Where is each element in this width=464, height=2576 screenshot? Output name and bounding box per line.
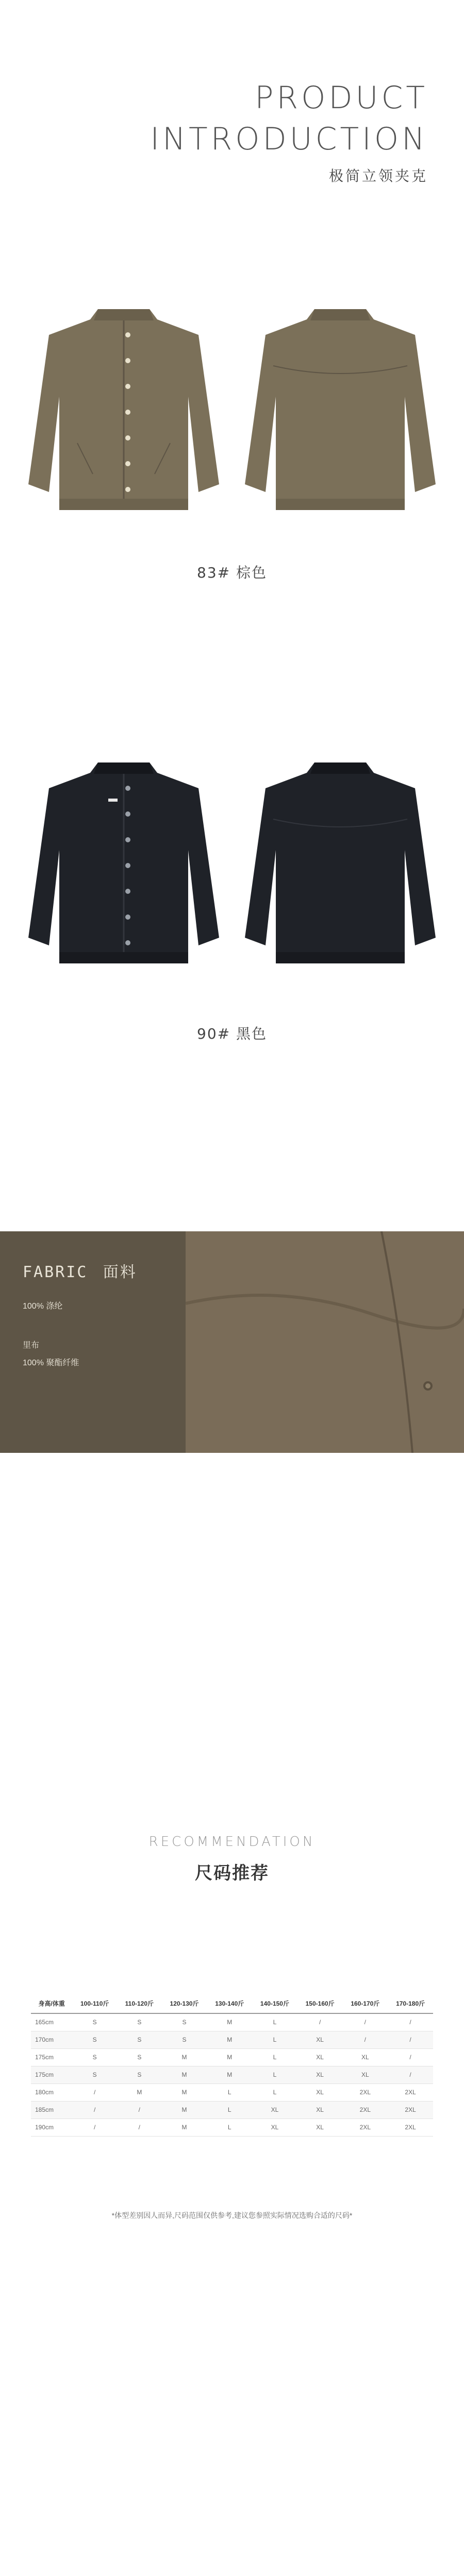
fabric-shell: 100% 涤纶: [23, 1302, 63, 1311]
size-table-cell: M: [207, 2048, 252, 2066]
size-table-cell: 2XL: [343, 2119, 388, 2136]
size-table-height-cell: 190cm: [31, 2119, 72, 2136]
size-table-cell: M: [207, 2031, 252, 2048]
size-table-cell: M: [207, 2013, 252, 2031]
size-table-cell: /: [343, 2031, 388, 2048]
table-row: [31, 2013, 433, 2031]
size-table-cell: XL: [252, 2101, 297, 2119]
size-table-cell: 2XL: [388, 2083, 433, 2101]
size-table-body: [31, 2013, 433, 2136]
size-table-cell: L: [207, 2083, 252, 2101]
table-row: [31, 2048, 433, 2066]
size-table-height-cell: 175cm: [31, 2048, 72, 2066]
size-table-header-row: [31, 1994, 433, 2013]
size-table-cell: L: [252, 2066, 297, 2083]
size-table-cell: S: [72, 2066, 117, 2083]
size-table-cell: XL: [297, 2031, 343, 2048]
size-table-cell: /: [297, 2013, 343, 2031]
size-table-cell: M: [162, 2101, 207, 2119]
fabric-title-cn: 面料: [103, 1264, 137, 1281]
size-table-header: 170-180斤: [388, 1994, 433, 2013]
size-note: *体型差别因人而异,尺码范围仅供参考,建议您参照实际情况选购合适的尺码*: [111, 2211, 353, 2219]
size-table-cell: S: [117, 2048, 162, 2066]
size-table-height-cell: 165cm: [31, 2013, 72, 2031]
size-table-header: 160-170斤: [343, 1994, 388, 2013]
size-table-header: 120-130斤: [162, 1994, 207, 2013]
size-table-height-cell: 170cm: [31, 2031, 72, 2048]
size-table-cell: XL: [297, 2083, 343, 2101]
size-table-cell: S: [72, 2031, 117, 2048]
size-table-cell: XL: [297, 2048, 343, 2066]
size-table-cell: L: [207, 2119, 252, 2136]
size-table-cell: S: [162, 2031, 207, 2048]
size-table-cell: /: [117, 2119, 162, 2136]
size-table-height-cell: 185cm: [31, 2101, 72, 2119]
size-table-cell: L: [252, 2083, 297, 2101]
table-row: [31, 2031, 433, 2048]
size-table-cell: /: [388, 2066, 433, 2083]
fabric-lining: 100% 聚酯纤维: [23, 1359, 79, 1367]
size-table-header: 150-160斤: [297, 1994, 343, 2013]
size-table-cell: /: [388, 2013, 433, 2031]
size-table-cell: /: [343, 2013, 388, 2031]
size-table-cell: /: [72, 2083, 117, 2101]
recommendation-heading: [0, 1834, 464, 1884]
size-table-cell: S: [117, 2013, 162, 2031]
size-table-cell: XL: [297, 2119, 343, 2136]
size-table-cell: S: [72, 2048, 117, 2066]
size-table-cell: /: [117, 2101, 162, 2119]
size-table-header: 140-150斤: [252, 1994, 297, 2013]
size-table-cell: /: [72, 2119, 117, 2136]
size-table-cell: S: [72, 2013, 117, 2031]
size-table-cell: L: [252, 2031, 297, 2048]
size-table-cell: 2XL: [388, 2101, 433, 2119]
fabric-info-panel: [0, 1231, 186, 1453]
jacket-front-black-image[interactable]: [21, 742, 227, 989]
size-table-header: 130-140斤: [207, 1994, 252, 2013]
size-table-cell: XL: [252, 2119, 297, 2136]
jacket-back-black-image[interactable]: [237, 742, 443, 989]
product-caption-black: 90# 黑色: [197, 1025, 267, 1042]
size-table-cell: M: [162, 2119, 207, 2136]
size-table-header: 110-120斤: [117, 1994, 162, 2013]
fabric-lining-block: [23, 1337, 163, 1372]
size-table-cell: M: [162, 2066, 207, 2083]
recommendation-title-en: RECOMMENDATION: [148, 1834, 316, 1850]
intro-subtitle: 极简立领夹克: [328, 167, 428, 184]
size-table-height-cell: 180cm: [31, 2083, 72, 2101]
intro-title-line2: INTRODUCTION: [150, 121, 428, 157]
product-row-black: [0, 742, 464, 989]
fabric-title-en: FABRIC: [23, 1263, 88, 1281]
fabric-section: [0, 1231, 464, 1453]
product-row-olive: [0, 289, 464, 536]
size-table-cell: M: [207, 2066, 252, 2083]
fabric-closeup-image[interactable]: [186, 1231, 464, 1453]
recommendation-title-cn: 尺码推荐: [195, 1863, 269, 1883]
size-table-cell: /: [388, 2048, 433, 2066]
jacket-front-olive-image[interactable]: [21, 289, 227, 536]
size-table-cell: S: [117, 2066, 162, 2083]
size-table-cell: L: [252, 2048, 297, 2066]
size-table: [31, 1994, 433, 2137]
size-table-cell: 2XL: [388, 2119, 433, 2136]
size-table-cell: S: [117, 2031, 162, 2048]
size-table-cell: M: [162, 2048, 207, 2066]
table-row: [31, 2101, 433, 2119]
size-table-cell: /: [388, 2031, 433, 2048]
size-table-cell: XL: [297, 2066, 343, 2083]
size-table-header: 身高/体重: [31, 1994, 72, 2013]
intro-header: [150, 77, 428, 185]
size-table-header: 100-110斤: [72, 1994, 117, 2013]
size-table-height-cell: 175cm: [31, 2066, 72, 2083]
size-table-cell: L: [252, 2013, 297, 2031]
fabric-title: [23, 1259, 163, 1282]
size-table-cell: XL: [343, 2048, 388, 2066]
size-table-cell: S: [162, 2013, 207, 2031]
table-row: [31, 2083, 433, 2101]
size-table-cell: M: [162, 2083, 207, 2101]
table-row: [31, 2119, 433, 2136]
intro-title-line1: PRODUCT: [255, 80, 428, 116]
size-table-cell: L: [207, 2101, 252, 2119]
jacket-back-olive-image[interactable]: [237, 289, 443, 536]
size-table-cell: M: [117, 2083, 162, 2101]
fabric-lining-label: 里布: [23, 1341, 40, 1350]
product-caption-olive: 83# 棕色: [197, 564, 267, 581]
size-table-cell: 2XL: [343, 2083, 388, 2101]
size-table-cell: /: [72, 2101, 117, 2119]
size-table-cell: 2XL: [343, 2101, 388, 2119]
size-table-cell: XL: [343, 2066, 388, 2083]
size-table-cell: XL: [297, 2101, 343, 2119]
table-row: [31, 2066, 433, 2083]
